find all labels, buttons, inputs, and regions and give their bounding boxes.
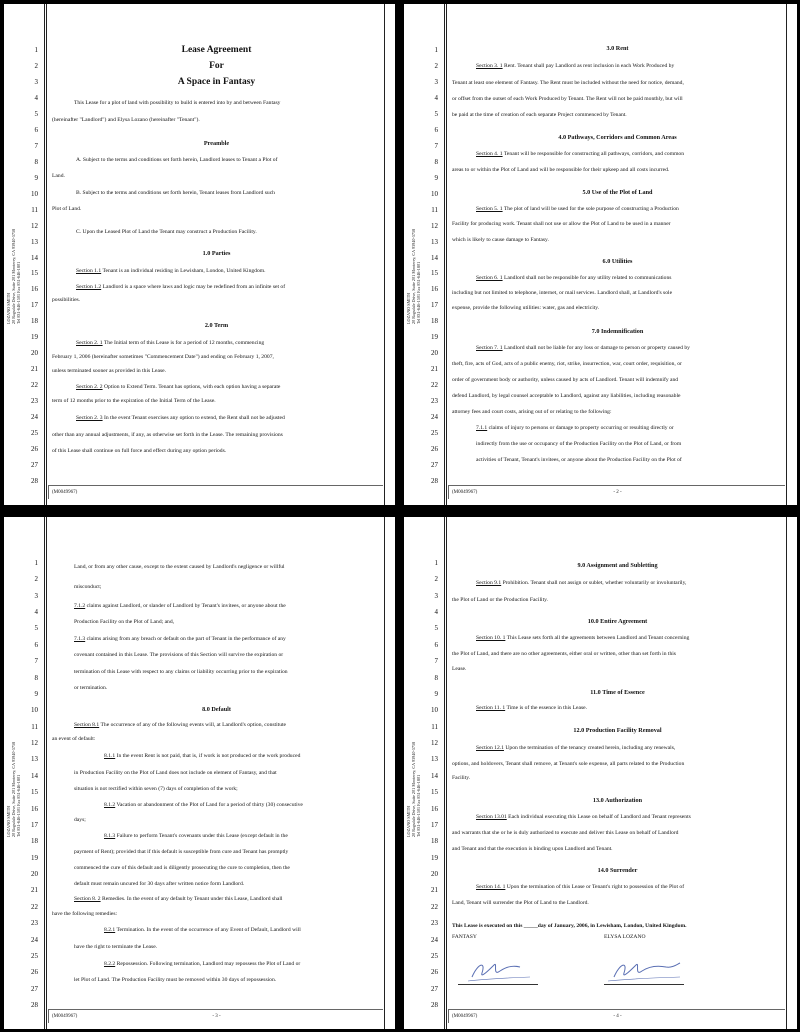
page-footer — [52, 490, 381, 495]
line-number: 10 — [31, 706, 38, 715]
clause-text: days; — [74, 817, 86, 823]
page-number: - 3 - — [212, 1014, 221, 1019]
line-number: 20 — [431, 349, 438, 358]
signature-elysa — [604, 955, 684, 985]
line-number: 26 — [431, 445, 438, 454]
page-footer — [52, 1014, 381, 1019]
line-number: 2 — [34, 61, 38, 70]
line-number: 24 — [431, 413, 438, 422]
margin-rule — [46, 4, 47, 505]
line-number: 4 — [434, 93, 438, 102]
line-number: 18 — [431, 317, 438, 326]
line-number: 15 — [431, 269, 438, 278]
clause-text: Section 2. 1 The Initial term of this Lease is for a period of 12 months, commencing — [76, 340, 265, 346]
line-number: 17 — [431, 820, 438, 829]
clause-text: Section 10. 1 This Lease sets forth all the agreements between Landlord and Tenant concerning — [476, 635, 690, 641]
line-number: 23 — [31, 397, 38, 406]
line-number: 12 — [31, 221, 38, 230]
section-heading: 10.0 Entire Agreement — [587, 618, 648, 625]
line-number: 21 — [31, 365, 38, 374]
line-number: 25 — [31, 429, 38, 438]
line-number: 3 — [434, 591, 438, 600]
line-number: 15 — [431, 788, 438, 797]
clause-text: situation is not rectified within seven (7) days of completion of the work; — [74, 786, 238, 792]
line-number: 8 — [434, 673, 438, 682]
line-number: 3 — [434, 77, 438, 86]
margin-rule — [384, 517, 385, 1029]
margin-rule — [786, 517, 787, 1029]
line-number: 14 — [31, 253, 38, 262]
clause-text: 8.1.3 Failure to perform Tenant's covenants under this Lease (except default in the — [104, 833, 288, 839]
line-number: 14 — [431, 253, 438, 262]
clause-text: default must remain uncured for 30 days after written notice form Landlord. — [74, 881, 245, 887]
line-number: 25 — [31, 951, 38, 960]
section-heading: 7.0 Indemnification — [591, 328, 644, 335]
clause-text: which is likely to cause damage to Fantasy. — [452, 237, 549, 243]
line-number: 1 — [434, 559, 438, 567]
clause-text: Section 6. 1 Landlord shall not be responsible for any utility related to communications — [476, 275, 672, 281]
line-number: 15 — [31, 788, 38, 797]
clause-text: 7.1.2 claims against Landlord, or slander of Landlord by Tenant's invitees, or anyone about the — [74, 603, 286, 609]
line-number: 9 — [34, 689, 38, 698]
line-number: 2 — [434, 61, 438, 70]
clause-text: an event of default: — [52, 736, 96, 742]
clause-text: Section 5. 1 The plot of land will be used for the sole purpose of constructing a Production — [476, 206, 679, 212]
page-footer — [452, 1014, 783, 1019]
clause-text: term of 12 months prior to the expiration of the Initial Term of the Lease. — [52, 398, 216, 404]
clause-text: B. Subject to the terms and conditions set forth herein, Tenant leases from Landlord such — [76, 190, 275, 196]
clause-text: other than any annual adjustments, if any, as otherwise set forth in the Lease. The remaining provisions — [52, 432, 283, 438]
clause-text: Land, Tenant will surrender the Plot of Land to the Landlord. — [452, 900, 589, 906]
clause-text: Tenant at least one element of Fantasy. The Rent must be included without the need for notice, demand, — [452, 80, 684, 86]
document-page-3 — [4, 517, 395, 1029]
clause-text: Section 14. 1 Upon the termination of this Lease or Tenant's right to possession of the Plot of — [476, 884, 685, 890]
section-heading: 12.0 Production Facility Removal — [573, 727, 662, 734]
margin-rule — [444, 517, 445, 1029]
signature-line — [604, 984, 684, 985]
line-number: 1 — [34, 46, 38, 54]
line-number: 3 — [34, 77, 38, 86]
margin-rule — [444, 4, 445, 505]
clause-text: expense, provide the following utilities: water, gas and electricity. — [452, 305, 600, 311]
clause-text: Plot of Land. — [52, 206, 82, 212]
line-number: 19 — [431, 853, 438, 862]
document-code: (M0049967) — [452, 490, 478, 495]
firm-side-label: LOZANO SMITH 20 Ragsdale Drive, Suite 201 Monterey, CA 93940-5758 Tel 831-646-1501 Fax 831-646-1801 — [6, 741, 21, 837]
section-heading: 5.0 Use of the Plot of Land — [582, 189, 653, 196]
clause-text: including but not limited to telephone, internet, or mail services. Landlord shall, at Landlord's sole — [452, 290, 673, 296]
line-number: 1 — [434, 46, 438, 54]
line-number: 11 — [431, 205, 438, 214]
line-number: 6 — [434, 640, 438, 649]
clause-text: 8.2.1 Termination. In the event of the occurrence of any Event of Default, Landlord will — [104, 927, 301, 933]
clause-text: 8.2.2 Repossession. Following termination, Landlord may repossess the Plot of Land or — [104, 961, 301, 967]
clause-text: payment of Rent); provided that if this default is susceptible from cure and Tenant has promptly — [74, 849, 289, 855]
line-number: 4 — [434, 608, 438, 617]
line-number: 10 — [431, 189, 438, 198]
line-number: 21 — [431, 886, 438, 895]
line-number: 12 — [431, 221, 438, 230]
line-number: 4 — [34, 608, 38, 617]
line-number: 5 — [434, 624, 438, 633]
clause-text: have the following remedies: — [52, 911, 118, 917]
line-number: 17 — [431, 301, 438, 310]
line-number: 13 — [431, 755, 438, 764]
clause-text: attorney fees and court costs, arising out of or relating to the following: — [452, 409, 612, 415]
firm-side-label: LOZANO SMITH 20 Ragsdale Drive, Suite 201 Monterey, CA 93940-5758 Tel 831-646-1501 Fax 831-646-1801 — [6, 228, 21, 324]
line-number: 10 — [31, 189, 38, 198]
signature-line — [458, 984, 538, 985]
line-number: 16 — [31, 285, 38, 294]
page-number: - 4 - — [613, 1014, 622, 1019]
margin-rule — [786, 4, 787, 505]
clause-text: Section 8.1 The occurrence of any of the following events will, at Landlord's option, constitute — [74, 722, 287, 728]
line-number: 18 — [31, 317, 38, 326]
margin-rule — [44, 517, 45, 1029]
line-number: 15 — [31, 269, 38, 278]
line-number: 28 — [31, 1001, 38, 1009]
line-number: 13 — [431, 237, 438, 246]
clause-text: Section 11. 1 Time is of the essence in this Lease. — [476, 705, 588, 711]
execution-line: This Lease is executed on this _____day of January, 2006, in Lewisham, London, United Kingdom. — [452, 923, 687, 929]
line-number: 2 — [34, 575, 38, 584]
line-number: 14 — [431, 771, 438, 780]
clause-text: Lease. — [452, 666, 467, 672]
signature-party-fantasy: FANTASY — [452, 934, 477, 940]
line-number: 28 — [431, 477, 438, 485]
clause-text: Section 7. 1 Landlord shall not be liable for any loss or damage to person or property caused by — [476, 345, 690, 351]
line-number: 8 — [34, 673, 38, 682]
clause-text: or offset from the outset of each Work Produced by Tenant. The Rent will not be paid monthly, but will — [452, 96, 683, 102]
line-number: 23 — [31, 919, 38, 928]
line-number: 9 — [34, 173, 38, 182]
section-heading: 1.0 Parties — [202, 250, 231, 257]
line-number: 26 — [431, 968, 438, 977]
section-heading: 3.0 Rent — [606, 45, 629, 52]
clause-text: Section 2. 2 Option to Extend Term. Tenant has options, with each option having a separate — [76, 384, 281, 390]
clause-text: 8.1.2 Vacation or abandonment of the Plot of Land for a period of thirty (30) consecutive — [104, 802, 303, 808]
clause-text: Section 1.1 Tenant is an individual residing in Lewisham, London, United Kingdom. — [76, 268, 266, 274]
margin-rule — [46, 517, 47, 1029]
line-number: 19 — [31, 333, 38, 342]
clause-text: and warrants that she or he is duly authorized to execute and deliver this Lease on behalf of Landlord — [452, 830, 679, 836]
clause-text: options, and holdovers, Tenant shall remove, at Tenant's sole expense, all parts related to the Production — [452, 761, 685, 767]
clause-text: order of government body or authority, unless caused by acts of Landlord. Tenant will indemnify and — [452, 377, 679, 383]
margin-rule — [44, 4, 45, 505]
clause-text: commenced the cure of this default and is diligently prosecuting the cure to completion, then the — [74, 865, 290, 871]
document-page-1 — [4, 4, 395, 505]
line-number: 21 — [431, 365, 438, 374]
clause-text: have the right to terminate the Lease. — [74, 944, 158, 950]
line-number: 1 — [34, 559, 38, 567]
clause-text: 8.1.1 In the event Rent is not paid, that is, if work is not produced or the work produced — [104, 753, 301, 759]
line-number: 6 — [434, 125, 438, 134]
line-number: 20 — [31, 349, 38, 358]
line-number: 12 — [431, 739, 438, 748]
clause-text: Facility. — [452, 775, 471, 781]
clause-text: be paid at the time of creation of each separate Project commenced by Tenant. — [452, 112, 627, 118]
section-heading: 9.0 Assignment and Subletting — [577, 562, 658, 569]
line-number: 11 — [431, 722, 438, 731]
firm-side-label: LOZANO SMITH 20 Ragsdale Drive, Suite 201 Monterey, CA 93940-5758 Tel 831-646-1501 Fax 831-646-1801 — [406, 741, 421, 837]
line-number: 26 — [31, 968, 38, 977]
line-number: 24 — [31, 935, 38, 944]
line-number: 7 — [34, 141, 38, 150]
clause-text: unless terminated sooner as provided in this Lease. — [52, 368, 167, 374]
clause-text: Section 2. 3 In the event Tenant exercises any option to extend, the Rent shall not be adjusted — [76, 415, 285, 421]
line-number: 28 — [31, 477, 38, 485]
clause-text: covenant contained in this Lease. The provisions of this Section will survive the expiration or — [74, 652, 284, 658]
line-number: 23 — [431, 397, 438, 406]
line-number: 21 — [31, 886, 38, 895]
document-title: Lease Agreement — [181, 45, 252, 55]
document-code: (M0049967) — [52, 1014, 78, 1019]
section-heading: 6.0 Utilities — [602, 258, 633, 265]
line-number: 9 — [434, 173, 438, 182]
line-number: 17 — [31, 301, 38, 310]
clause-text: A. Subject to the terms and conditions set forth herein, Landlord leases to Tenant a Plot of — [76, 157, 278, 163]
document-code: (M0049967) — [52, 490, 78, 495]
section-heading: Preamble — [203, 140, 230, 147]
document-page-2 — [404, 4, 797, 505]
line-number: 11 — [31, 722, 38, 731]
line-number: 25 — [431, 429, 438, 438]
line-number: 2 — [434, 575, 438, 584]
signature-fantasy — [464, 955, 534, 985]
clause-text: misconduct; — [74, 584, 102, 590]
section-heading: 13.0 Authorization — [592, 797, 643, 804]
line-number: 28 — [431, 1001, 438, 1009]
line-number: 13 — [31, 237, 38, 246]
line-number: 8 — [34, 157, 38, 166]
line-number: 22 — [31, 902, 38, 911]
clause-text: C. Upon the Leased Plot of Land the Tenant may construct a Production Facility. — [76, 229, 257, 235]
clause-text: activities of Tenant, Tenant's invitees, or anyone about the Production Facility on the Plot of — [476, 457, 682, 463]
document-title: For — [209, 61, 224, 71]
line-number: 24 — [431, 935, 438, 944]
line-number: 17 — [31, 820, 38, 829]
line-number: 22 — [31, 381, 38, 390]
page-number: - 2 - — [613, 490, 622, 495]
line-number: 27 — [431, 984, 438, 993]
line-number: 24 — [31, 413, 38, 422]
clause-text: Section 1.2 Landlord is a space where laws and logic may be redefined from an infinite set of — [76, 284, 286, 290]
line-number: 18 — [431, 837, 438, 846]
clause-text: defend Landlord, by legal counsel acceptable to Landlord, against any liabilities, including reasonable — [452, 393, 681, 399]
firm-side-label: LOZANO SMITH 20 Ragsdale Drive, Suite 201 Monterey, CA 93940-5758 Tel 831-646-1501 Fax 831-646-1801 — [406, 228, 421, 324]
section-heading: 4.0 Pathways, Corridors and Common Areas — [558, 134, 677, 141]
line-number: 16 — [431, 285, 438, 294]
document-code: (M0049967) — [452, 1014, 478, 1019]
clause-text: the Plot of Land, and there are no other agreements, either oral or written, other than set forth in this — [452, 651, 676, 657]
clause-text: possibilities. — [52, 297, 81, 303]
line-number: 5 — [434, 109, 438, 118]
section-heading: 8.0 Default — [202, 706, 231, 713]
line-number: 5 — [34, 624, 38, 633]
line-number: 7 — [34, 657, 38, 666]
line-number: 22 — [431, 902, 438, 911]
clause-text: Land. — [52, 173, 65, 179]
line-number: 23 — [431, 919, 438, 928]
document-title: A Space in Fantasy — [177, 77, 256, 87]
signature-party-elysa: ELYSA LOZANO — [604, 934, 646, 940]
line-number: 16 — [431, 804, 438, 813]
clause-text: Facility for producing work. Tenant shall not use or allow the Plot of Land to be used in a manner — [452, 221, 671, 227]
line-number: 18 — [31, 837, 38, 846]
clause-text: indirectly from the use or occupancy of the Production Facility on the Plot of Land, or from — [476, 441, 682, 447]
line-number: 6 — [34, 640, 38, 649]
line-number: 22 — [431, 381, 438, 390]
line-number: 20 — [431, 870, 438, 879]
clause-text: Production Facility on the Plot of Land; and, — [74, 619, 175, 625]
section-heading: 14.0 Surrender — [597, 867, 638, 874]
clause-text: Section 13.01 Each individual executing this Lease on behalf of Landlord and Tenant represents — [476, 814, 691, 820]
line-number: 3 — [34, 591, 38, 600]
clause-text: of this Lease shall continue on full force and effect during any option periods. — [52, 448, 227, 454]
margin-rule — [446, 517, 447, 1029]
intro-text: (hereinafter "Landlord") and Elysa Lozano (hereinafter "Tenant"). — [52, 117, 200, 123]
line-number: 13 — [31, 755, 38, 764]
clause-text: or termination. — [74, 685, 108, 691]
document-page-4 — [404, 517, 797, 1029]
clause-text: Land, or from any other cause, except to the extent caused by Landlord's negligence or willful — [74, 564, 285, 570]
clause-text: and Tenant and that the execution is binding upon Landlord and Tenant. — [452, 846, 613, 852]
line-number: 6 — [34, 125, 38, 134]
line-number: 19 — [431, 333, 438, 342]
clause-text: Section 4. 1 Tenant will be responsible for constructing all pathways, corridors, and common — [476, 151, 685, 157]
clause-text: let Plot of Land. The Production Facility must be removed within 30 days of repossession. — [74, 977, 277, 983]
clause-text: February 1, 2006 (hereinafter sometimes "Commencement Date") and ending on February 1, 2007, — [52, 354, 274, 360]
clause-text: 7.1.3 claims arising from any breach or default on the part of Tenant in the performance of any — [74, 636, 286, 642]
section-heading: 2.0 Term — [204, 322, 229, 329]
intro-text: This Lease for a plot of land with possibility to build is entered into by and between Fantasy — [74, 100, 281, 106]
clause-text: Section 3. 1 Rent. Tenant shall pay Landlord as rent inclusion in each Work Produced by — [476, 63, 675, 69]
clause-text: the Plot of Land or the Production Facility. — [452, 597, 548, 603]
line-number: 10 — [431, 706, 438, 715]
margin-rule — [384, 4, 385, 505]
line-number: 14 — [31, 771, 38, 780]
line-number: 16 — [31, 804, 38, 813]
clause-text: theft, fire, acts of God, acts of a public enemy, riot, strike, insurrection, war, court order, requisition, or — [452, 361, 682, 367]
clause-text: 7.1.1 claims of injury to persons or damage to property occurring or resulting directly or — [476, 425, 674, 431]
clause-text: Section 9.1 Prohibition. Tenant shall not assign or sublet, whether voluntarily or involuntarily, — [476, 580, 687, 586]
page-footer — [452, 490, 783, 495]
clause-text: in Production Facility on the Plot of Land does not include on element of Fantasy, and that — [74, 770, 277, 776]
line-number: 26 — [31, 445, 38, 454]
line-number: 25 — [431, 951, 438, 960]
line-number: 7 — [434, 657, 438, 666]
line-number: 4 — [34, 93, 38, 102]
clause-text: Section 8. 2 Remedies. In the event of any default by Tenant under this Lease, Landlord shall — [74, 896, 283, 902]
line-number: 5 — [34, 109, 38, 118]
clause-text: areas to or within the Plot of Land and will be responsible for their upkeep and all costs incurred. — [452, 167, 670, 173]
line-number: 20 — [31, 870, 38, 879]
section-heading: 11.0 Time of Essence — [590, 689, 645, 696]
line-number: 9 — [434, 689, 438, 698]
line-number: 12 — [31, 739, 38, 748]
line-number: 8 — [434, 157, 438, 166]
margin-rule — [446, 4, 447, 505]
line-number: 27 — [31, 984, 38, 993]
line-number: 11 — [31, 205, 38, 214]
line-number: 27 — [31, 461, 38, 470]
clause-text: termination of this Lease with respect to any claims or liability occurring prior to the expiration — [74, 669, 288, 675]
line-number: 27 — [431, 461, 438, 470]
line-number: 19 — [31, 853, 38, 862]
line-number: 7 — [434, 141, 438, 150]
clause-text: Section 12.1 Upon the termination of the tenancy created herein, including any renewals, — [476, 745, 676, 751]
